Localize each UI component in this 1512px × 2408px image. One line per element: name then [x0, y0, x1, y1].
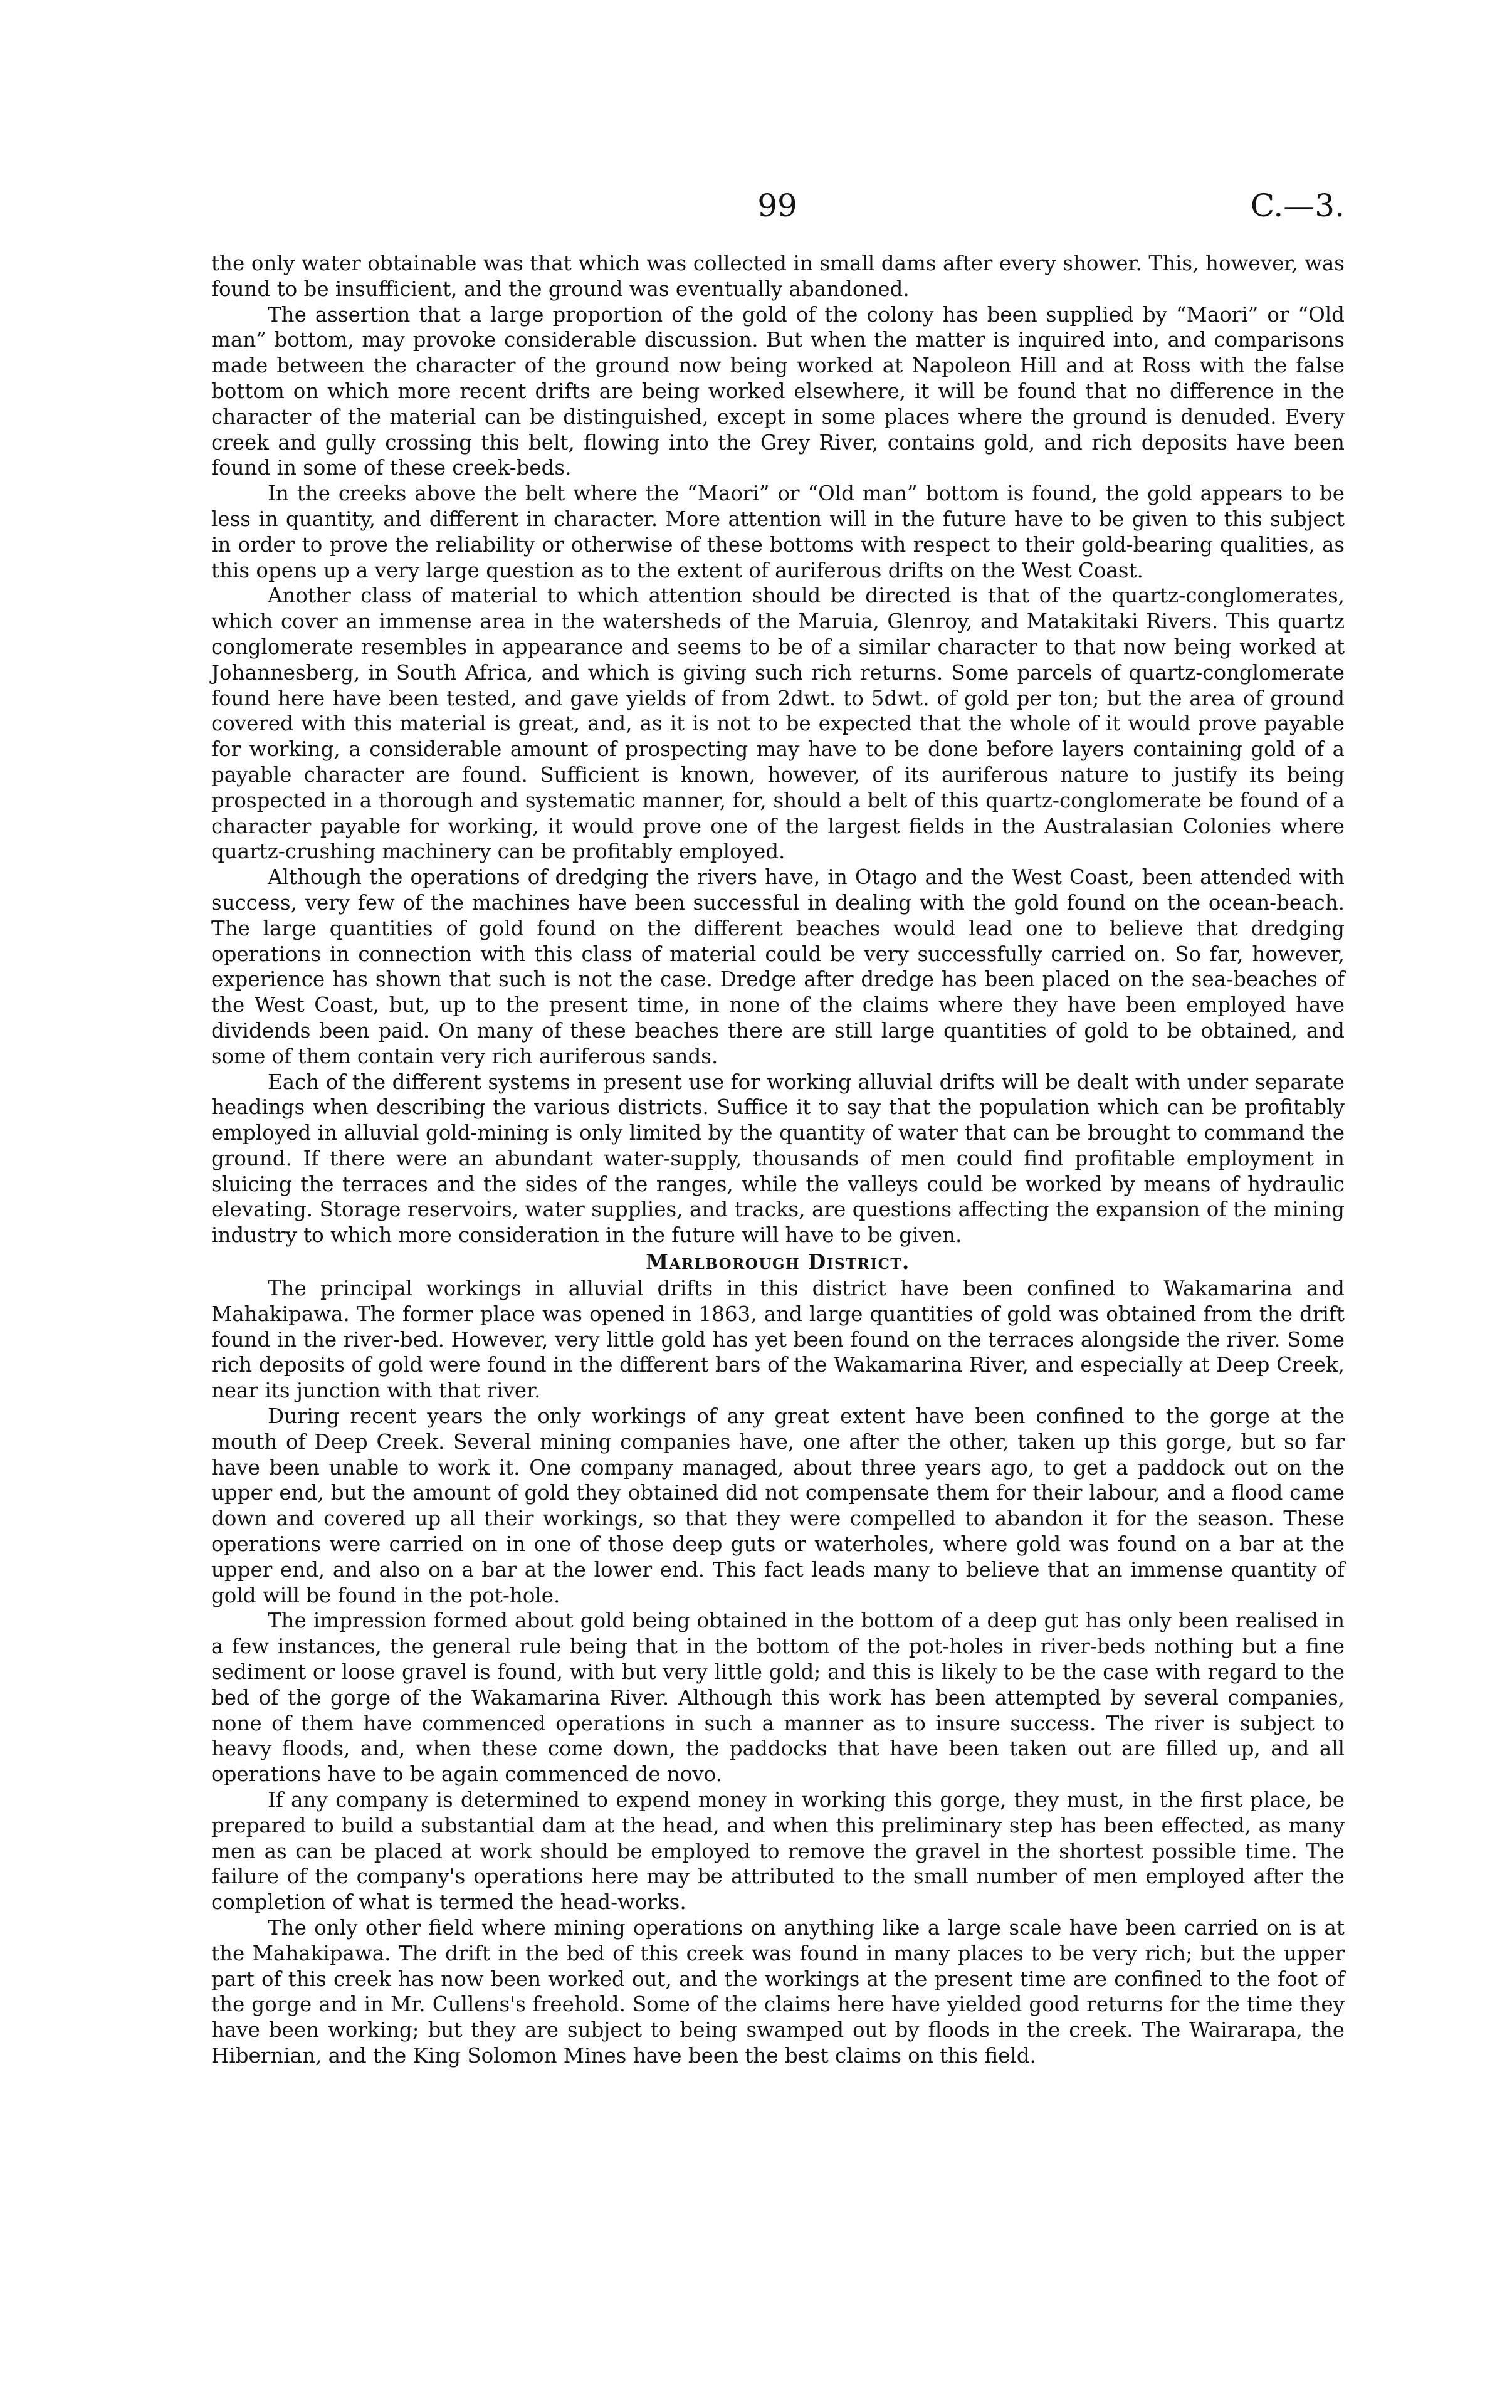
paper-reference: C.—3.: [1250, 187, 1345, 224]
paragraph-wakamarina: The principal workings in alluvial drifts in this district have been confined to Wakamarina and Mahakipawa. The former place was opened in 1863, and large quantities of gold was obtained from the drift found in the river-bed. However, very little gold has yet been found on the terraces alongside the river. Some rich deposits of gold were found in the different bars of the Wakamarina River, and especially at Deep Creek, near its junction with that river.: [211, 1276, 1345, 1403]
paragraph-maori-bottom: The assertion that a large proportion of the gold of the colony has been supplied by “Maori” or “Old man” bottom, may provoke considerable discussion. But when the matter is inquired into, and comparisons made between the character of the ground now being worked at Napoleon Hill and at Ross with the false bottom on which more recent drifts are being worked elsewhere, it will be found that no difference in the character of the material can be distinguished, except in some places where the ground is denuded. Every creek and gully crossing this belt, flowing into the Grey River, contains gold, and rich deposits have been found in some of these creek-beds.: [211, 302, 1345, 480]
paragraph-dredging: Although the operations of dredging the rivers have, in Otago and the West Coast, been attended with success, very few of the machines have been successful in dealing with the gold found on the ocean-beach. The large quantities of gold found on the different beaches would lead one to believe that dredging operations in connection with this class of material could be very successfully carried on. So far, however, experience has shown that such is not the case. Dredge after dredge has been placed on the sea-beaches of the West Coast, but, up to the present time, in none of the claims where they have been employed have dividends been paid. On many of these beaches there are still large quantities of gold to be obtained, and some of them contain very rich auriferous sands.: [211, 865, 1345, 1068]
document-body: [211, 251, 1345, 2069]
paragraph-pot-holes: The impression formed about gold being obtained in the bottom of a deep gut has only been realised in a few instances, the general rule being that in the bottom of the pot-holes in river-beds nothing but a fine sediment or loose gravel is found, with but very little gold; and this is likely to be the case with regard to the bed of the gorge of the Wakamarina River. Although this work has been attempted by several companies, none of them have commenced operations in such a manner as to insure success. The river is subject to heavy floods, and, when these come down, the paddocks that have been taken out are filled up, and all operations have to be again commenced de novo.: [211, 1609, 1345, 1787]
paragraph-dam-advice: If any company is determined to expend money in working this gorge, they must, in the first place, be prepared to build a substantial dam at the head, and when this preliminary step has been effected, as many men as can be placed at work should be employed to remove the gravel in the shortest possible time. The failure of the company's operations here may be attributed to the small number of men employed after the completion of what is termed the head-works.: [211, 1788, 1345, 1915]
paragraph-mahakipawa: The only other field where mining operations on anything like a large scale have been carried on is at the Mahakipawa. The drift in the bed of this creek was found in many places to be very rich; but the upper part of this creek has now been worked out, and the workings at the present time are confined to the foot of the gorge and in Mr. Cullens's freehold. Some of the claims here have yielded good returns for the time they have been working; but they are subject to being swamped out by floods in the creek. The Wairarapa, the Hibernian, and the King Solomon Mines have been the best claims on this field.: [211, 1916, 1345, 2068]
paragraph-quartz-conglomerates: Another class of material to which attention should be directed is that of the quartz-conglomerates, which cover an immense area in the watersheds of the Maruia, Glenroy, and Matakitaki Rivers. This quartz conglomerate resembles in appearance and seems to be of a similar character to that now being worked at Johannesberg, in South Africa, and which is giving such rich returns. Some parcels of quartz-conglomerate found here have been tested, and gave yields of from 2dwt. to 5dwt. of gold per ton; but the area of ground covered with this material is great, and, as it is not to be expected that the whole of it would prove payable for working, a considerable amount of prospecting may have to be done before layers containing gold of a payable character are found. Sufficient is known, however, of its auriferous nature to justify its being prospected in a thorough and systematic manner, for, should a belt of this quartz-conglomerate be found of a character payable for working, it would prove one of the largest fields in the Australasian Colonies where quartz-crushing machinery can be profitably employed.: [211, 584, 1345, 864]
page-header: [210, 183, 1345, 228]
paragraph-continued: the only water obtainable was that which was collected in small dams after every shower. This, however, was found to be insufficient, and the ground was eventually abandoned.: [211, 251, 1345, 301]
section-heading: Marlborough District.: [646, 1249, 910, 1275]
page-number: 99: [757, 187, 797, 224]
paragraph-creeks-above-belt: In the creeks above the belt where the “Maori” or “Old man” bottom is found, the gold appears to be less in quantity, and different in character. More attention will in the future have to be given to this subject in order to prove the reliability or otherwise of these bottoms with respect to their gold-bearing qualities, as this opens up a very large question as to the extent of auriferous drifts on the West Coast.: [211, 481, 1345, 582]
paragraph-deep-creek-gorge: During recent years the only workings of any great extent have been confined to the gorge at the mouth of Deep Creek. Several mining companies have, one after the other, taken up this gorge, but so far have been unable to work it. One company managed, about three years ago, to get a paddock out on the upper end, but the amount of gold they obtained did not compensate them for their labour, and a flood came down and covered up all their workings, so that they were compelled to abandon it for the season. These operations were carried on in one of those deep guts or waterholes, where gold was found on a bar at the upper end, and also on a bar at the lower end. This fact leads many to believe that an immense quantity of gold will be found in the pot-hole.: [211, 1404, 1345, 1607]
paragraph-alluvial-systems: Each of the different systems in present use for working alluvial drifts will be dealt with under separate headings when describing the various districts. Suffice it to say that the population which can be profitably employed in alluvial gold-mining is only limited by the quantity of water that can be brought to command the ground. If there were an abundant water-supply, thousands of men could find profitable employment in sluicing the terraces and the sides of the ranges, while the valleys could be worked by means of hydraulic elevating. Storage reservoirs, water supplies, and tracks, are questions affecting the expansion of the mining industry to which more consideration in the future will have to be given.: [211, 1070, 1345, 1248]
